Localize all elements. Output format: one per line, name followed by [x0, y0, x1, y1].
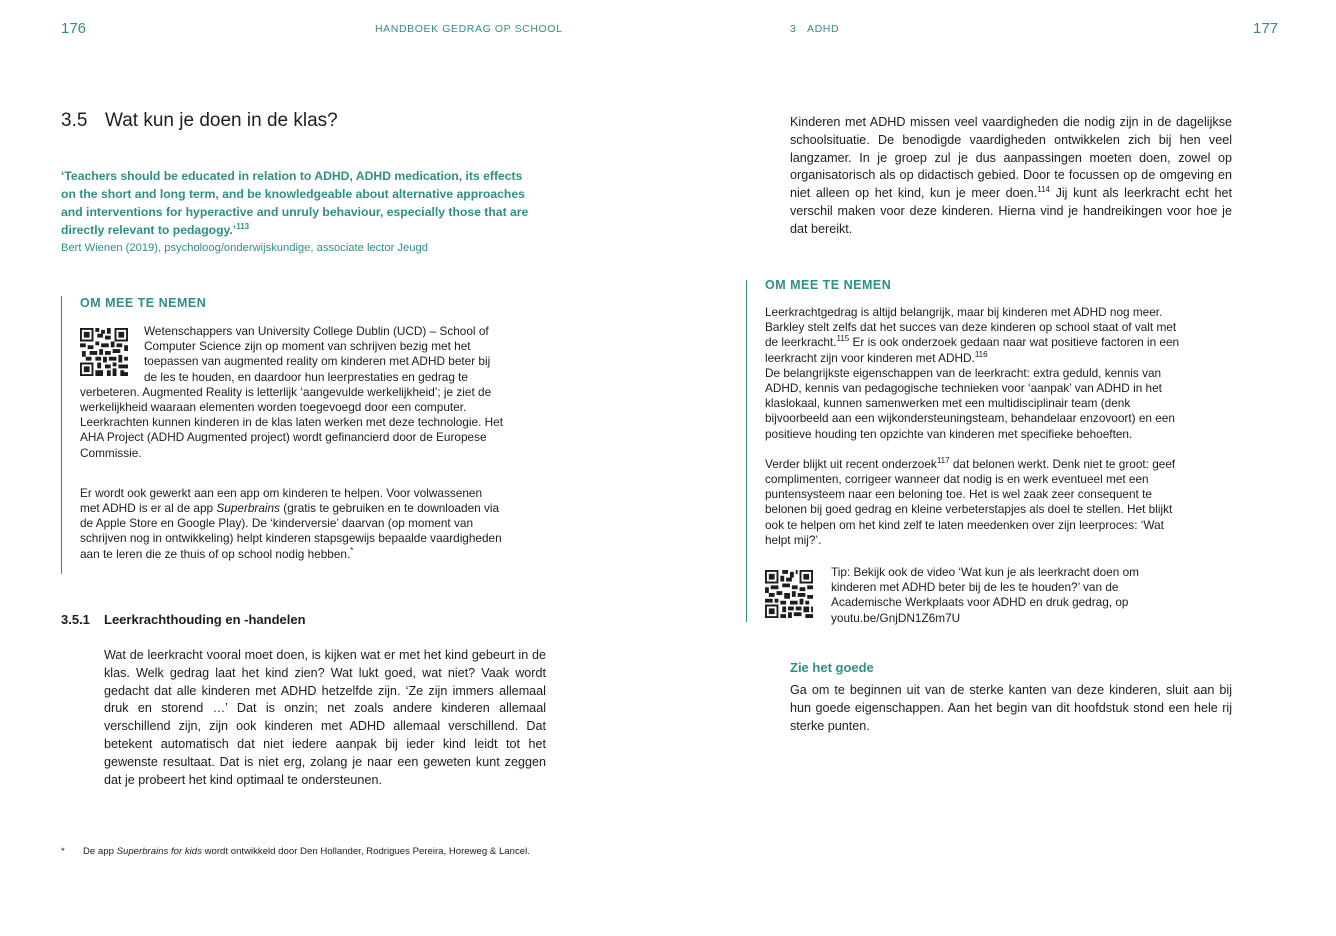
- box-right-p1-a: Leerkrachtgedrag is altijd belangrijk, maar bij kinderen met ADHD nog meer. Barkley stelt zelfs dat het succes van deze kinderen op school staat of valt met de leerkracht.: [765, 305, 1177, 350]
- box-paragraph-2: [80, 486, 504, 562]
- page-number-right: 177: [1253, 20, 1279, 37]
- box-right-ref-116: 116: [974, 349, 988, 359]
- footnote-mark: *: [61, 846, 65, 857]
- chapter-title: ADHD: [807, 23, 840, 35]
- footnote-text-b: wordt ontwikkeld door Den Hollander, Rodrigues Pereira, Horeweg & Lancel.: [201, 846, 530, 857]
- box-right-p3-a: Verder blijkt uit recent onderzoek: [765, 456, 937, 471]
- qr-code-icon: [765, 570, 813, 618]
- box-p2-footnote-mark: *: [350, 545, 354, 555]
- box-p2-text-a: Er wordt ook gewerkt aan een app om kinderen te helpen. Voor volwassenen met ADHD is er al de app: [80, 485, 482, 516]
- footnote: [61, 846, 621, 857]
- subheading-zie-het-goede: Zie het goede: [790, 660, 874, 675]
- box-right-paragraph-1: [765, 305, 1187, 366]
- box-p2-text-b: (gratis te gebruiken en te downloaden via de Apple Store en Google Play). De ‘kinderversie’ daarvan (op moment van schrijven nog in ontwikkeling) helpt kinderen stapsgewijs bepaalde vaardigheden aan te leren die ze thuis of op school nodig hebben.: [80, 501, 502, 561]
- box-right-paragraph-3: [765, 457, 1187, 548]
- box-right-p3-b: dat belonen werkt. Denk niet te groot: geef complimenten, corrigeer wanneer dat nodig is en werk eventueel met een puntensysteem naar een beloning toe. Het is wel zaak zeer consequent te belonen bij goed gedrag en kleine verbeterstapjes als doel te stellen. Het blijkt ook te helpen om het kind zelf te laten meedenken over zijn leerproces: ‘Wat helpt mij?’.: [765, 456, 1176, 547]
- closing-paragraph: Ga om te beginnen uit van de sterke kanten van deze kinderen, sluit aan bij hun goede eigenschappen. Aan het begin van dit hoofdstuk stond een hele rij sterke punten.: [790, 683, 1232, 733]
- page-number-left: 176: [61, 20, 87, 37]
- section-title-text: Wat kun je doen in de klas?: [105, 110, 338, 131]
- box-heading-right: OM MEE TE NEMEN: [765, 278, 892, 292]
- box-heading-left: OM MEE TE NEMEN: [80, 296, 207, 310]
- subsection-title: [61, 612, 541, 627]
- subsection-number: 3.5.1: [61, 612, 90, 627]
- footnote-app-name: Superbrains for kids: [116, 846, 202, 857]
- box-body-left: [80, 324, 504, 562]
- intro-text-a: Kinderen met ADHD missen veel vaardigheden die nodig zijn in de dagelijkse schoolsituatie. De benodigde vaardigheden ontwikkelen zich bij hen veel langzamer. In je groep zul je dus aanpassingen moeten doen, zowel op organisatorisch als op didactisch gebied. Door te focussen op de omgeving en niet alleen op het kind, kun je meer doen.: [790, 115, 1232, 201]
- section-title: [61, 110, 541, 132]
- video-tip: Tip: Bekijk ook de video ‘Wat kun je als leerkracht doen om kinderen met ADHD beter bij de les te houden?’ van de Academische Werkplaats voor ADHD en druk gedrag, op youtu.be/GnjDN1Z6m7U: [831, 565, 1139, 625]
- box-right-p1-b: Er is ook onderzoek gedaan naar wat positieve factoren in een leerkracht zijn voor kinderen met ADHD.: [765, 335, 1180, 365]
- box-right-paragraph-2: De belangrijkste eigenschappen van de leerkracht: extra geduld, kennis van ADHD, kennis van pedagogische technieken voor ‘aanpak’ van ADHD in het klaslokaal, kunnen samenwerken met een multidisciplinair team (denk bijvoorbeeld aan een wijkondersteuningsteam, behandelaar enzovoort) en een positieve houding ten opzichte van kinderen met specifieke behoeften.: [765, 365, 1175, 441]
- box-body-right: [765, 305, 1187, 548]
- intro-paragraph: [790, 114, 1232, 239]
- box-p2-app-name: Superbrains: [216, 501, 281, 516]
- subsection-title-text: Leerkrachthouding en -handelen: [104, 612, 306, 627]
- box-rule-right: [746, 280, 747, 622]
- footnote-text-a: De app: [83, 846, 117, 857]
- body-paragraph-left: Wat de leerkracht vooral moet doen, is kijken wat er met het kind gebeurt in de klas. Welk gedrag laat het kind zien? Wat lukt goed, wat niet? Vaak wordt gedacht dat alle kinderen met ADHD hetzelfde zijn. ‘Ze zijn immers allemaal druk en storend …’ Dat is onzin; net zoals andere kinderen allemaal verschillend zijn, zijn ook kinderen met ADHD allemaal verschillend. Dat betekent automatisch dat niet iedere aanpak bij ieder kind leidt tot het gewenste resultaat. Dat is niet erg, zolang je naar een geweten kunt zeggen dat je probeert het kind optimaal te ondersteunen.: [104, 648, 546, 787]
- box-paragraph-1: Wetenschappers van University College Dublin (UCD) – School of Computer Science zijn op moment van schrijven bezig met het toepassen van augmented reality om kinderen met ADHD beter bij de les te houden, en daardoor hun leerprestaties en gedrag te verbeteren. Augmented Reality is letterlijk ‘aangevulde werkelijkheid’; je ziet de werkelijkheid waaraan elementen worden toegevoegd door een computer. Leerkrachten kunnen kinderen in de klas laten werken met deze technologie. Het AHA Project (ADHD Augmented project) wordt gefinancierd door de Europese Commissie.: [80, 324, 503, 460]
- box-right-ref-117: 117: [936, 455, 950, 465]
- running-head-left: HANDBOEK GEDRAG OP SCHOOL: [375, 23, 563, 35]
- quote-attribution: Bert Wienen (2019), psycholoog/onderwijskundige, associate lector Jeugd: [61, 242, 428, 254]
- section-number: 3.5: [61, 110, 88, 131]
- box-right-ref-115: 115: [836, 334, 850, 344]
- intro-note-ref: 114: [1037, 185, 1050, 194]
- running-head-right: [790, 23, 839, 35]
- chapter-number: 3: [790, 23, 797, 35]
- epigraph-quote: [61, 167, 536, 239]
- quote-note-ref: 113: [236, 221, 250, 231]
- intro-text-b: Jij kunt als leerkracht echt het verschil maken voor deze kinderen. Hierna vind je handreikingen voor hoe je dat bereikt.: [790, 186, 1232, 236]
- quote-text: ‘Teachers should be educated in relation to ADHD, ADHD medication, its effects on the short and long term, and be knowledgeable about alternative approaches and interventions for hyperactive and unruly behaviour, especially those that are directly relevant to pedagogy.’: [61, 169, 529, 237]
- box-rule-left: [61, 296, 62, 574]
- qr-code-icon: [80, 328, 128, 376]
